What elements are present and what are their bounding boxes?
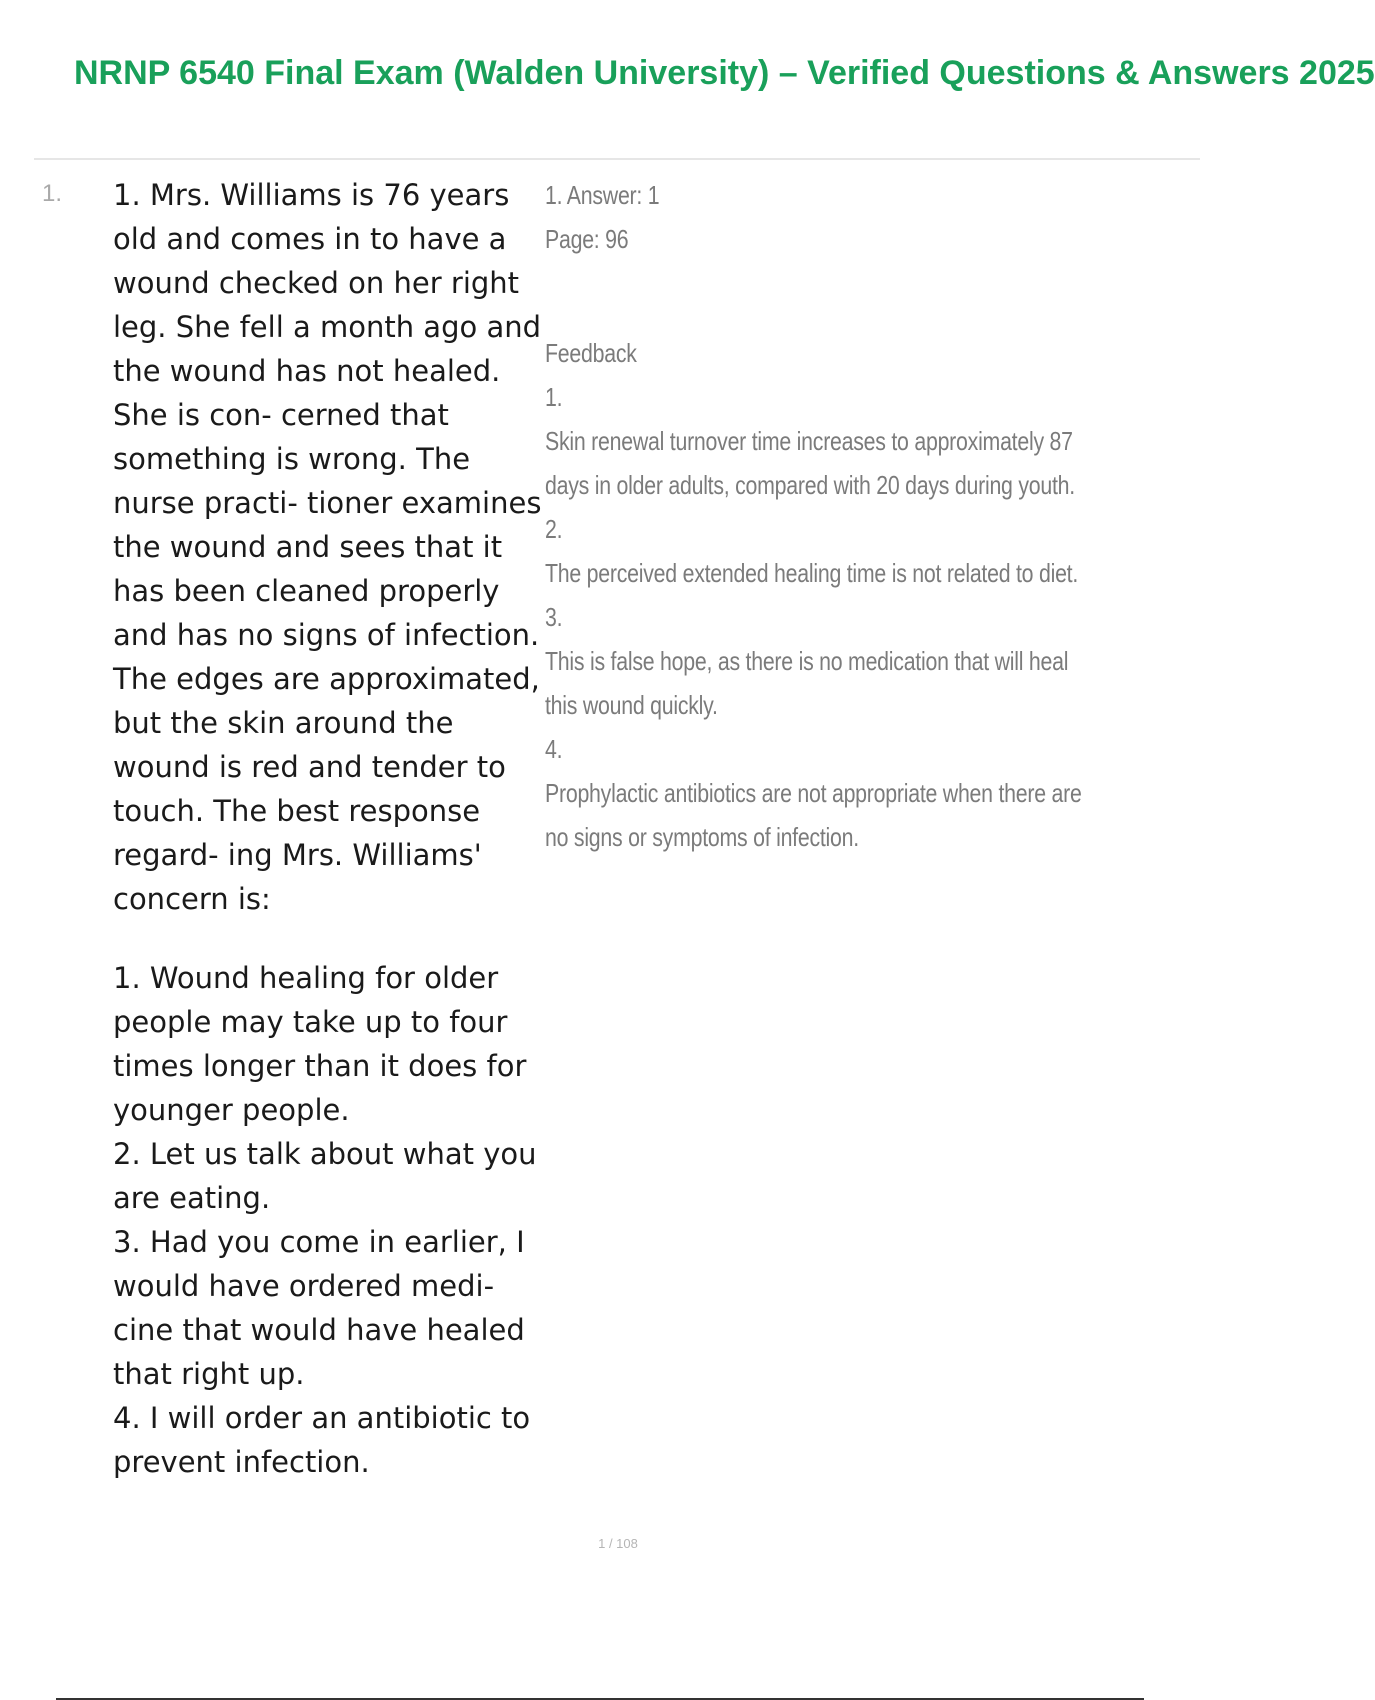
answer-panel — [545, 173, 1086, 859]
spacer — [545, 261, 1086, 331]
option-2: 2. Let us talk about what you are eating. — [113, 1137, 537, 1215]
option-3: 3. Had you come in earlier, I would have ordered medi- cine that would have healed that right up. — [113, 1225, 525, 1391]
page-reference: Page: 96 — [545, 224, 629, 254]
page-indicator: 1 / 108 — [598, 1536, 638, 1551]
feedback-4-number: 4. — [545, 734, 563, 764]
feedback-2-text: The perceived extended healing time is not related to diet. — [545, 558, 1079, 588]
option-4: 4. I will order an antibiotic to prevent infection. — [113, 1401, 531, 1479]
feedback-1-text: Skin renewal turnover time increases to approximately 87 days in older adults, compared with 20 days during youth. — [545, 426, 1075, 500]
feedback-1-number: 1. — [545, 382, 563, 412]
header-divider — [34, 158, 1200, 160]
question-number: 1. — [42, 180, 63, 207]
feedback-heading: Feedback — [545, 338, 637, 368]
question-text — [113, 173, 543, 1484]
feedback-3-text: This is false hope, as there is no medication that will heal this wound quickly. — [545, 646, 1069, 720]
feedback-3-number: 3. — [545, 602, 563, 632]
feedback-2-number: 2. — [545, 514, 563, 544]
document-title: NRNP 6540 Final Exam (Walden University) – Verified Questions & Answers 2025 — [74, 54, 1375, 92]
feedback-4-text: Prophylactic antibiotics are not appropriate when there are no signs or symptoms of infection. — [545, 778, 1082, 852]
answer-line: 1. Answer: 1 — [545, 180, 660, 210]
option-1: 1. Wound healing for older people may take up to four times longer than it does for younger people. — [113, 961, 527, 1127]
question-stem: 1. Mrs. Williams is 76 years old and comes in to have a wound checked on her right leg. She fell a month ago and the wound has not healed. She is con- cerned that something is wrong. The nurse practi- tioner examines the wound and sees that it has been cleaned properly and has no signs of infection. The edges are approximated, but the skin around the wound is red and tender to touch. The best response regard- ing Mrs. Williams' concern is: — [113, 178, 542, 916]
